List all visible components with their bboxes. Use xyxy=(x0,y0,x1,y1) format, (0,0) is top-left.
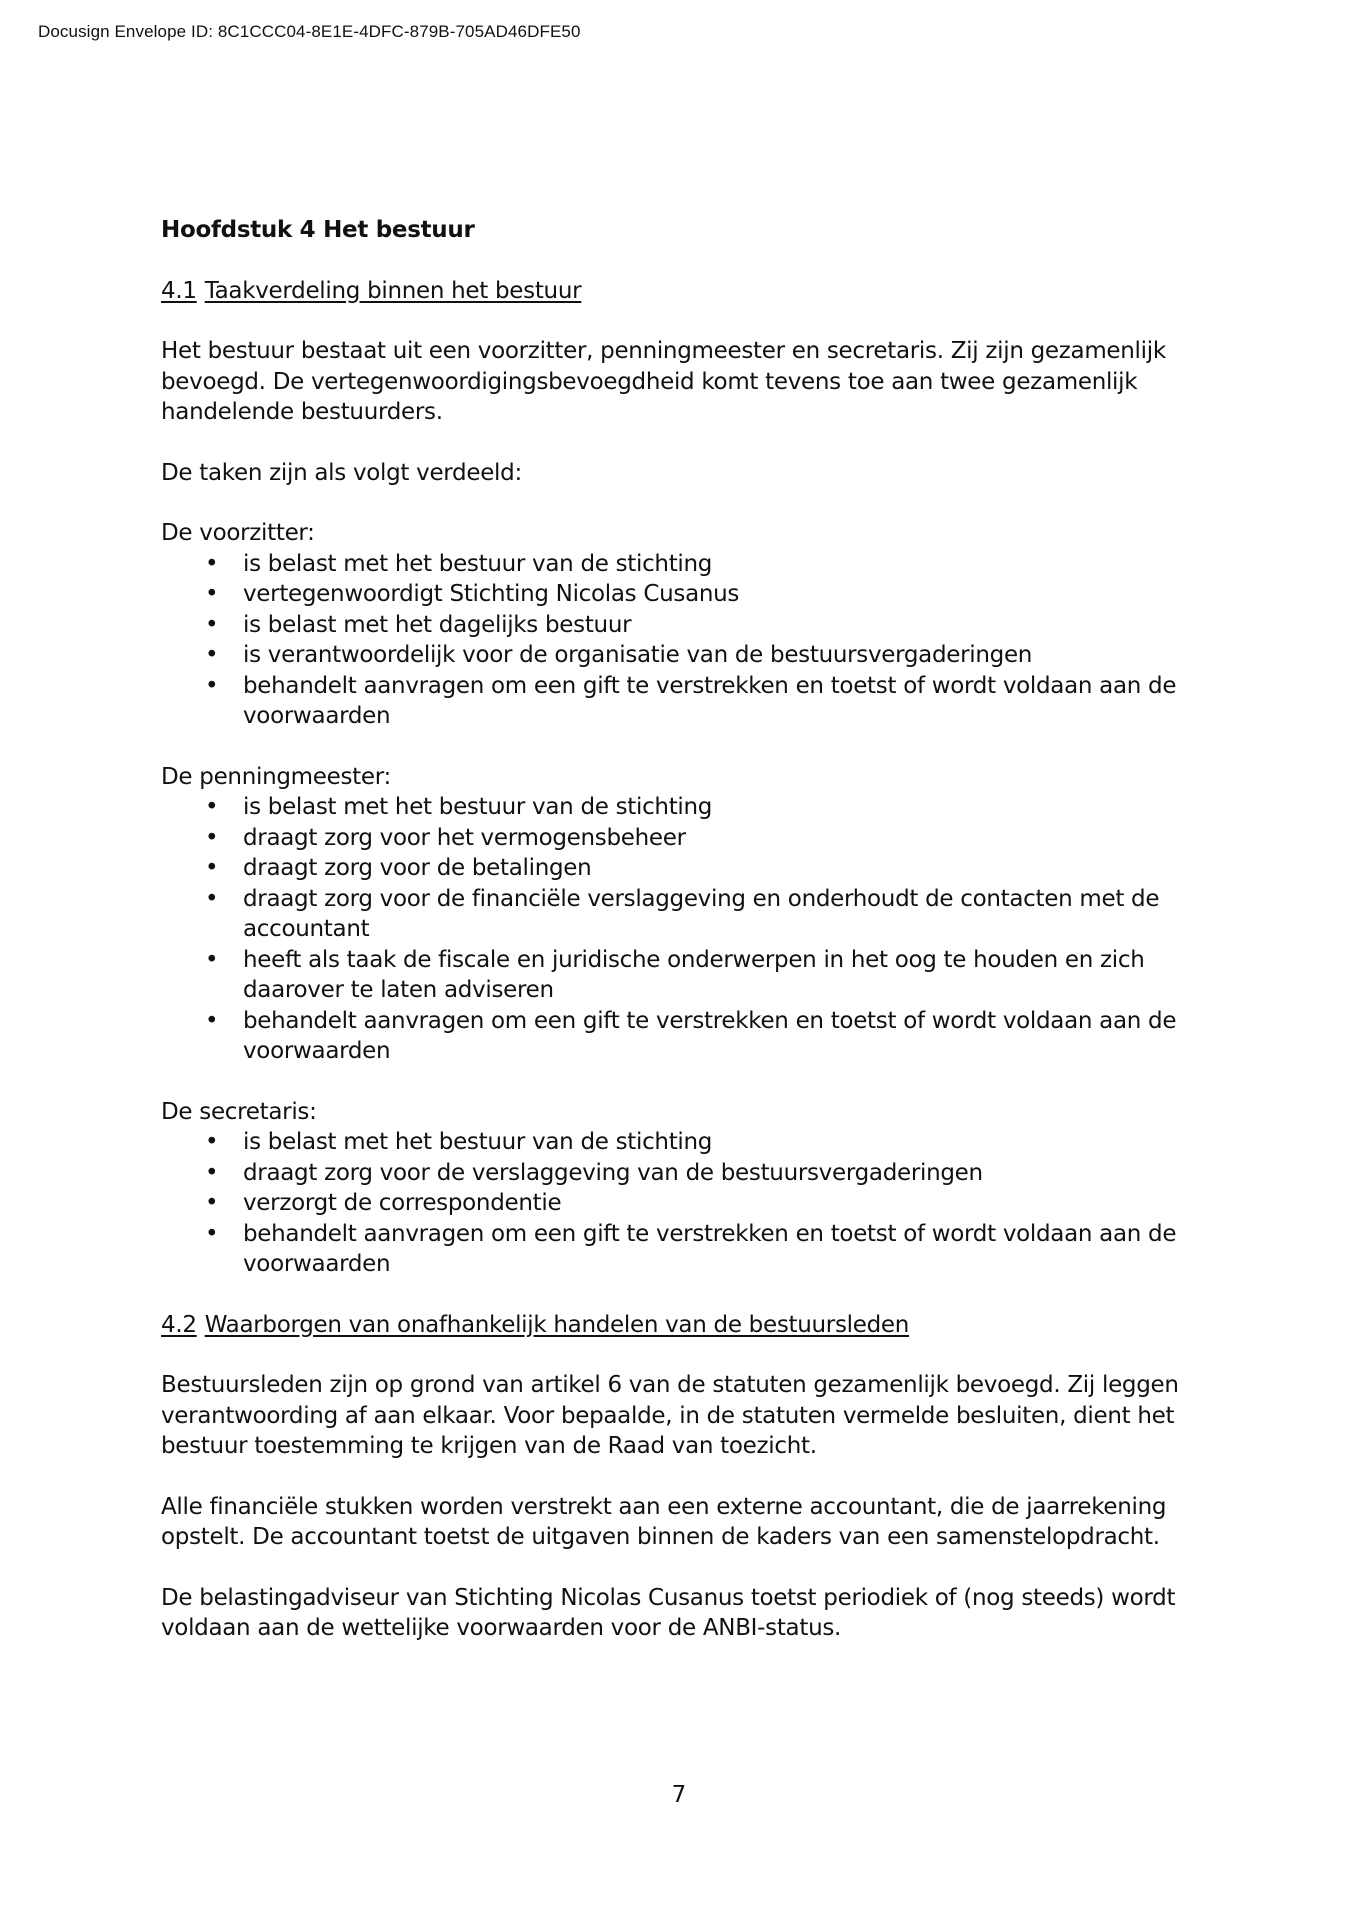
page-content xyxy=(161,215,1201,1674)
paragraph: Bestuursleden zijn op grond van artikel 6 van de statuten gezamenlijk bevoegd. Zij leggen verantwoording af aan elkaar. Voor bepaalde, in de statuten vermelde besluiten, dient het bestuur toestemming te krijgen van de Raad van toezicht. xyxy=(161,1372,1179,1459)
page-number: 7 xyxy=(671,1782,687,1808)
section-number: 4.1 xyxy=(161,277,197,304)
role-label-voorzitter: De voorzitter: xyxy=(161,520,315,546)
bullet-icon: • xyxy=(205,1159,219,1186)
list-item: • draagt zorg voor het vermogensbeheer xyxy=(161,823,1201,854)
list-item: • is verantwoordelijk voor de organisatie van de bestuursvergaderingen xyxy=(161,640,1201,671)
bullet-icon: • xyxy=(205,885,219,912)
bullet-icon: • xyxy=(205,855,219,881)
list-item: • heeft als taak de fiscale en juridische onderwerpen in het oog te houden en zich daarover te laten adviseren xyxy=(205,946,1145,1003)
chapter-title: Hoofdstuk 4 Het bestuur xyxy=(161,217,475,243)
bullet-icon: • xyxy=(205,672,219,699)
bullet-icon: • xyxy=(205,824,219,851)
list-item: • draagt zorg voor de verslaggeving van de bestuursvergaderingen xyxy=(161,1158,1201,1189)
envelope-id: Docusign Envelope ID: 8C1CCC04-8E1E-4DFC-879B-705AD46DFE50 xyxy=(38,22,581,41)
task-list-secretaris xyxy=(161,1127,1201,1280)
bullet-icon: • xyxy=(205,1007,219,1034)
list-item: • draagt zorg voor de betalingen xyxy=(161,853,1201,884)
list-item: • is belast met het bestuur van de stichting xyxy=(161,1127,1201,1158)
bullet-icon: • xyxy=(205,1220,219,1247)
bullet-icon: • xyxy=(205,642,219,668)
section-title: Taakverdeling binnen het bestuur xyxy=(204,277,582,304)
bullet-icon: • xyxy=(205,1129,219,1155)
bullet-icon: • xyxy=(205,1190,219,1216)
bullet-icon: • xyxy=(205,794,219,820)
bullet-icon: • xyxy=(205,611,219,638)
list-item: • draagt zorg voor de financiële verslaggeving en onderhoudt de contacten met de accountant xyxy=(205,885,1160,942)
role-label-secretaris: De secretaris: xyxy=(161,1098,317,1125)
list-item: • verzorgt de correspondentie xyxy=(161,1188,1201,1219)
paragraph: De taken zijn als volgt verdeeld: xyxy=(161,459,522,486)
paragraph: Alle financiële stukken worden verstrekt aan een externe accountant, die de jaarrekening opstelt. De accountant toetst de uitgaven binnen de kaders van een samenstelopdracht. xyxy=(161,1493,1167,1550)
section-heading-4-2 xyxy=(161,1310,1201,1341)
list-item: • vertegenwoordigt Stichting Nicolas Cusanus xyxy=(161,579,1201,610)
list-item: • is belast met het bestuur van de stichting xyxy=(161,792,1201,823)
section-number: 4.2 xyxy=(161,1311,197,1338)
bullet-icon: • xyxy=(205,550,219,577)
task-list-penningmeester xyxy=(161,792,1201,1067)
list-item: • behandelt aanvragen om een gift te verstrekken en toetst of wordt voldaan aan de voorwaarden xyxy=(205,1220,1177,1277)
section-heading-4-1 xyxy=(161,276,1201,307)
paragraph: Het bestuur bestaat uit een voorzitter, penningmeester en secretaris. Zij zijn gezamenlijk bevoegd. De vertegenwoordigingsbevoegdheid komt tevens toe aan twee gezamenlijk handelende bestuurders. xyxy=(161,338,1166,425)
bullet-icon: • xyxy=(205,581,219,607)
list-item: • is belast met het bestuur van de stichting xyxy=(161,549,1201,580)
role-label-penningmeester: De penningmeester: xyxy=(161,763,391,790)
task-list-voorzitter xyxy=(161,549,1201,732)
bullet-icon: • xyxy=(205,946,219,973)
list-item: • behandelt aanvragen om een gift te verstrekken en toetst of wordt voldaan aan de voorwaarden xyxy=(205,1007,1177,1064)
list-item: • is belast met het dagelijks bestuur xyxy=(161,610,1201,641)
section-title: Waarborgen van onafhankelijk handelen van de bestuursleden xyxy=(204,1311,909,1338)
paragraph: De belastingadviseur van Stichting Nicolas Cusanus toetst periodiek of (nog steeds) wordt voldaan aan de wettelijke voorwaarden voor de ANBI-status. xyxy=(161,1584,1176,1641)
list-item: • behandelt aanvragen om een gift te verstrekken en toetst of wordt voldaan aan de voorwaarden xyxy=(205,672,1177,729)
